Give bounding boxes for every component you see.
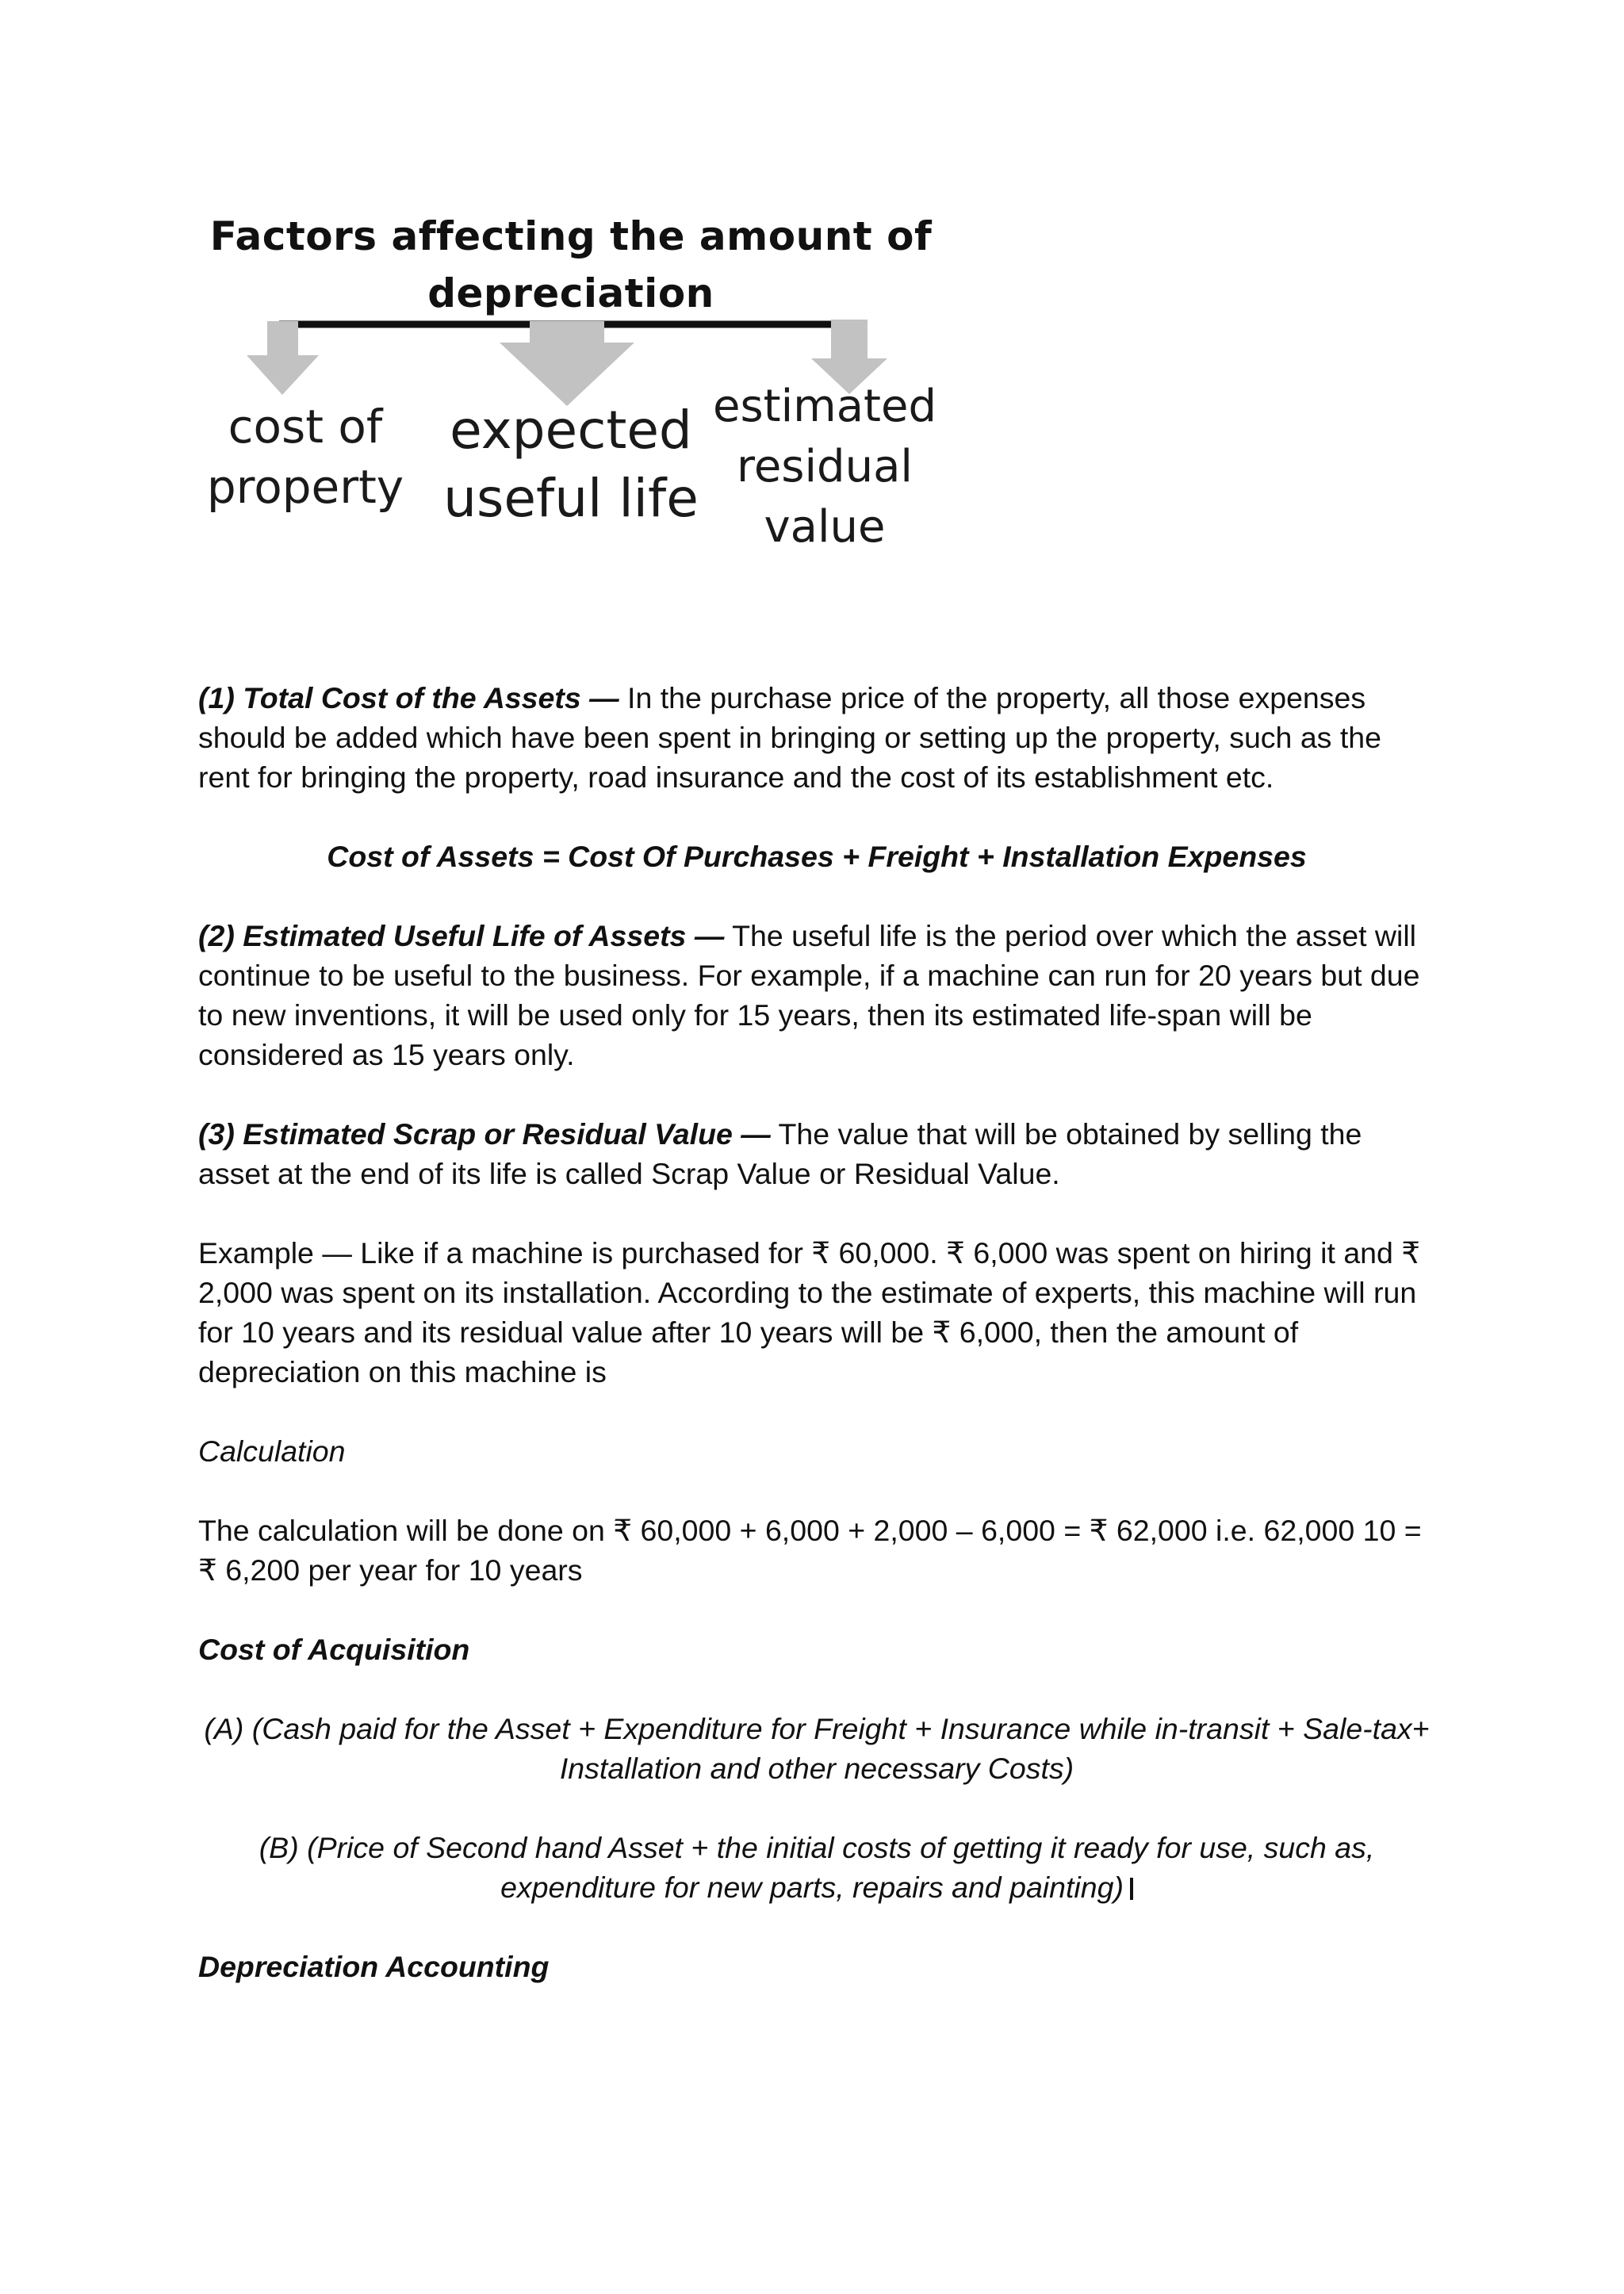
text-cursor [1130,1878,1133,1900]
paragraph-total-cost [198,678,1435,797]
acquisition-option-b-text: (B) (Price of Second hand Asset + the initial costs of getting it ready for use, such as, expenditure for new parts, repairs and painting) [259,1831,1375,1904]
arrow-down-icon [500,321,634,406]
heading-residual-value: (3) Estimated Scrap or Residual Value — [198,1117,771,1151]
text-useful-life: The useful life is the period over which the asset will continue to be useful to the business. For example, if a machine can run for 20 years but due to new inventions, it will be used only for 15 years, then its estimated life-span will be considered as 15 years only. [198,919,1420,1071]
paragraph-useful-life [198,916,1435,1074]
paragraph-example: Example — Like if a machine is purchased for ₹ 60,000. ₹ 6,000 was spent on hiring it and ₹ 2,000 was spent on its installation. According to the estimate of experts, this machine will run for 10 years and its residual value after 10 years will be ₹ 6,000, then the amount of depreciation on this machine is [198,1236,1421,1388]
factors-diagram [0,0,1031,603]
factor-cost-of-property: cost of property [206,400,404,514]
factor-estimated-residual-value: estimated residual value [713,381,936,553]
arrow-down-icon [247,321,319,395]
heading-calculation: Calculation [198,1434,346,1468]
text-total-cost: In the purchase price of the property, all those expenses should be added which have been spent in bringing or setting up the property, such as the rent for bringing the property, road insurance and the cost of its establishment etc. [198,681,1381,794]
acquisition-option-b [198,1828,1435,1907]
formula-cost-of-assets: Cost of Assets = Cost Of Purchases + Freight + Installation Expenses [327,840,1307,873]
heading-depreciation-accounting: Depreciation Accounting [198,1950,550,1983]
heading-cost-of-acquisition: Cost of Acquisition [198,1633,470,1666]
acquisition-option-a: (A) (Cash paid for the Asset + Expenditure for Freight + Insurance while in-transit + Sale-tax+ Installation and other necessary Costs) [204,1712,1430,1785]
factor-expected-useful-life: expected useful life [443,400,699,529]
heading-total-cost: (1) Total Cost of the Assets — [198,681,619,714]
heading-useful-life: (2) Estimated Useful Life of Assets — [198,919,725,952]
diagram-title: Factors affecting the amount of depreciation [209,213,933,316]
document-body [198,678,1435,2026]
paragraph-residual-value [198,1114,1435,1193]
paragraph-calculation: The calculation will be done on ₹ 60,000 + 6,000 + 2,000 – 6,000 = ₹ 62,000 i.e. 62,000 10 = ₹ 6,200 per year for 10 years [198,1514,1422,1587]
text-residual-value: The value that will be obtained by selling the asset at the end of its life is called Scrap Value or Residual Value. [198,1117,1362,1190]
